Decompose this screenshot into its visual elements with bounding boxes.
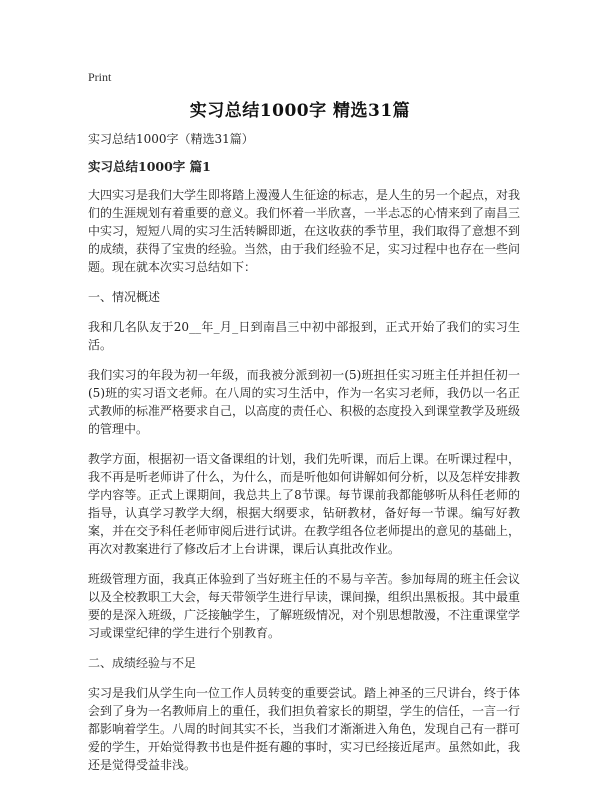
paragraph-assignment: 我们实习的年段为初一年级，而我被分派到初一(5)班担任实习班主任并担任初一(5)班的实习语文老师。在八周的实习生活中，作为一名实习老师，我仍以一名正式教师的标准严格要求自己，以高度的责任心、积极的态度投入到课堂教学及班级的管理中。: [88, 368, 521, 436]
paragraph-report: 我和几名队友于20__年_月_日到南昌三中初中部报到，正式开始了我们的实习生活。: [88, 320, 520, 352]
paragraph-class-management: 班级管理方面，我真正体验到了当好班主任的不易与辛苦。参加每周的班主任会议以及全校教职工大会，每天带领学生进行早读，课间操，组织出黑板报。其中最重要的是深入班级，广泛接触学生，了解班级情况，对个别思想散漫，不注重课堂学习或课堂纪律的学生进行个别教育。: [88, 572, 521, 640]
subsection-heading-results: 二、成绩经验与不足: [88, 656, 197, 670]
section-heading: 实习总结1000字 篇1: [88, 159, 211, 174]
document-body: [88, 130, 520, 786]
subsection-heading-overview: 一、情况概述: [88, 290, 161, 304]
paragraph-reflection: 实习是我们从学生向一位工作人员转变的重要尝试。踏上神圣的三尺讲台，终于体会到了身为一名教师肩上的重任，我们担负着家长的期望，学生的信任，一言一行都影响着学生。八周的时间其实不长，当我们才渐渐进入角色，发现自己有一群可爱的学生，开始觉得教书也是件挺有趣的事时，实习已经接近尾声。虽然如此，我还是觉得受益非浅。: [88, 686, 521, 772]
document-subtitle: 实习总结1000字（精选31篇）: [88, 132, 254, 146]
paragraph-intro: 大四实习是我们大学生即将踏上漫漫人生征途的标志，是人生的另一个起点，对我们的生涯规划有着重要的意义。我们怀着一半欣喜，一半忐忑的心情来到了南昌三中实习，短短八周的实习生活转瞬即逝，在这收获的季节里，我们取得了意想不到的成绩，获得了宝贵的经验。当然，由于我们经验不足，实习过程中也存在一些问题。现在就本次实习总结如下：: [88, 188, 521, 274]
paragraph-teaching: 教学方面，根据初一语文备课组的计划，我们先听课，而后上课。在听课过程中，我不再是听老师讲了什么，为什么，而是听他如何讲解如何分析，以及怎样安排教学内容等。正式上课期间，我总共上了8节课。每节课前我都能够听从科任老师的指导，认真学习教学大纲，根据大纲要求，钻研教材，备好每一节课。编写好教案，并在交予科任老师审阅后进行试讲。在教学组各位老师提出的意见的基础上，再次对教案进行了修改后才上台讲课，课后认真批改作业。: [88, 452, 521, 556]
page-title: 实习总结1000字 精选31篇: [189, 101, 411, 121]
print-link[interactable]: Print: [88, 70, 112, 84]
